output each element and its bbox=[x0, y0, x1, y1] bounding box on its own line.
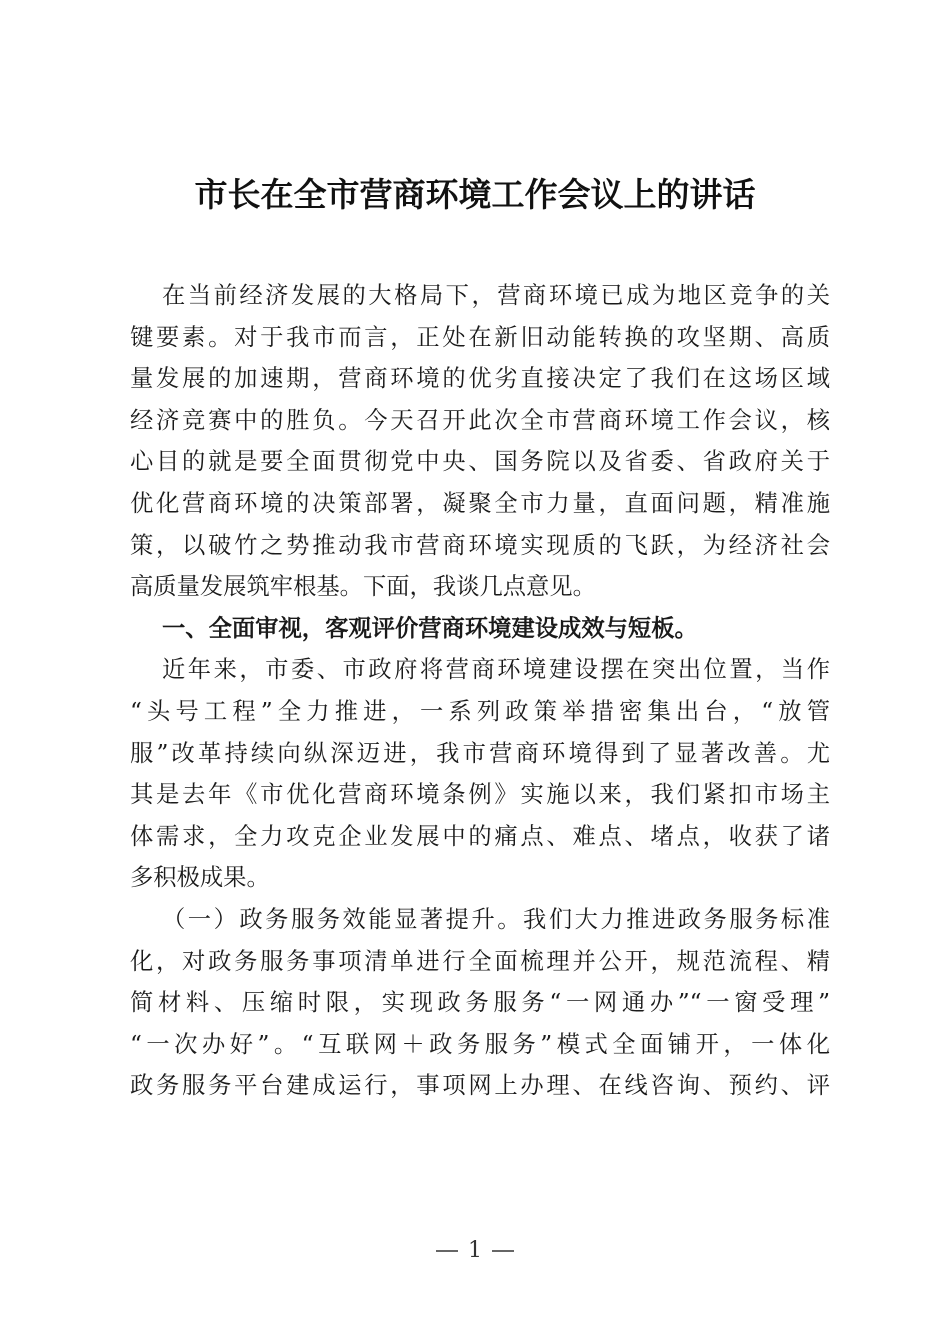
document-title: 市长在全市营商环境工作会议上的讲话 bbox=[194, 175, 756, 214]
paragraph-line: “头号工程”全力推进，一系列政策举措密集出台，“放管 bbox=[130, 697, 830, 725]
paragraph-line: 体需求，全力攻克企业发展中的痛点、难点、堵点，收获了诸 bbox=[130, 822, 830, 850]
paragraph-line: 经济竞赛中的胜负。今天召开此次全市营商环境工作会议，核 bbox=[130, 406, 830, 434]
page-number: 1 bbox=[468, 1238, 482, 1263]
paragraph-line: 键要素。对于我市而言，正处在新旧动能转换的攻坚期、高质 bbox=[130, 323, 830, 351]
page-footer bbox=[0, 1238, 950, 1263]
paragraph-line: 优化营商环境的决策部署，凝聚全市力量，直面问题，精准施 bbox=[130, 489, 830, 517]
paragraph-line: 简材料、压缩时限，实现政务服务“一网通办”“一窗受理” bbox=[130, 989, 830, 1017]
paragraph-line: （一）政务服务效能显著提升。我们大力推进政务服务标准 bbox=[162, 905, 830, 933]
section-heading: 一、全面审视，客观评价营商环境建设成效与短板。 bbox=[162, 614, 698, 642]
paragraph-line: 心目的就是要全面贯彻党中央、国务院以及省委、省政府关于 bbox=[130, 448, 830, 476]
paragraph-line: 多积极成果。 bbox=[130, 864, 270, 892]
paragraph-line: 其是去年《市优化营商环境条例》实施以来，我们紧扣市场主 bbox=[130, 781, 830, 809]
paragraph-line: 政务服务平台建成运行，事项网上办理、在线咨询、预约、评 bbox=[130, 1072, 830, 1100]
dash-right bbox=[492, 1250, 514, 1252]
paragraph-line: 化，对政务服务事项清单进行全面梳理并公开，规范流程、精 bbox=[130, 947, 830, 975]
paragraph-line: “一次办好”。“互联网＋政务服务”模式全面铺开，一体化 bbox=[130, 1030, 830, 1058]
paragraph-line: 策，以破竹之势推动我市营商环境实现质的飞跃，为经济社会 bbox=[130, 531, 830, 559]
paragraph-line: 量发展的加速期，营商环境的优劣直接决定了我们在这场区域 bbox=[130, 365, 830, 393]
paragraph-line: 高质量发展筑牢根基。下面，我谈几点意见。 bbox=[130, 573, 596, 601]
paragraph-line: 服”改革持续向纵深迈进，我市营商环境得到了显著改善。尤 bbox=[130, 739, 830, 767]
dash-left bbox=[436, 1250, 458, 1252]
document-body bbox=[130, 275, 830, 1107]
paragraph-line: 近年来，市委、市政府将营商环境建设摆在突出位置，当作 bbox=[162, 656, 830, 684]
paragraph-line: 在当前经济发展的大格局下，营商环境已成为地区竞争的关 bbox=[162, 282, 830, 309]
